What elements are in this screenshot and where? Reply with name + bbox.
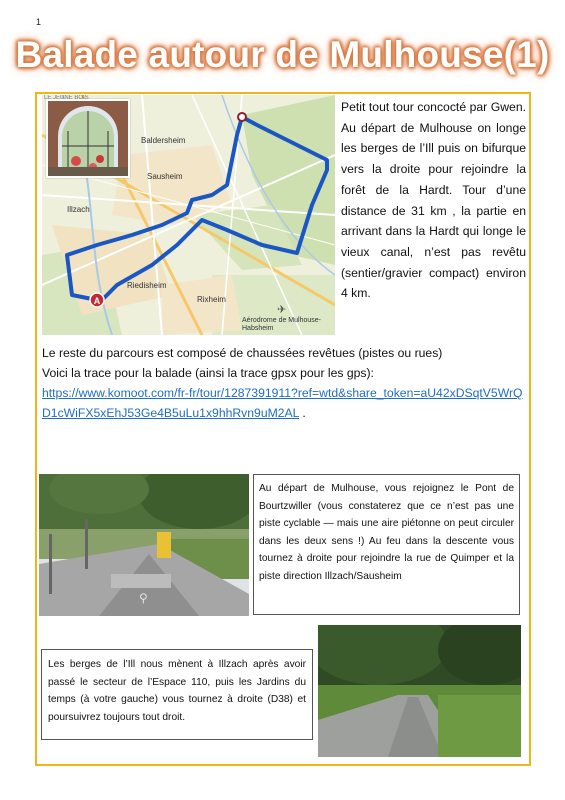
intro-paragraph: Petit tout tour concocté par Gwen. Au départ de Mulhouse on longe les berges de l’Ill puis on bifurque vers la droite pour rejoindre la forêt de la Hardt. Tour d’une distance de 31 km , la partie en arrivant dans la Hardt qui longe le vieux canal, n’est pas revêtu (sentier/gravier compact) environ 4 km. <box>341 100 526 301</box>
map-label-illzach: Illzach <box>67 205 90 214</box>
route-map[interactable] <box>42 95 335 335</box>
map-corner-label: LE JEUNE BOIS <box>44 95 89 101</box>
link-trailing-text: . <box>299 406 306 420</box>
start-marker-label: A <box>93 296 101 306</box>
garden-gate-photo <box>46 99 130 178</box>
box-bourtzwiller-text: Au départ de Mulhouse, vous rejoignez le Pont de Bourtzwiller (vous constaterez que ce n’est pas une piste cyclable — mais une aire piétonne on peut circuler dans les deux sens !) Au feu dans la descente vous tournez à droite pour rejoindre la rue de Quimper et la piste direction Illzach/Sausheim <box>253 474 520 615</box>
svg-text:⚲: ⚲ <box>139 591 148 605</box>
bridge-path-photo <box>39 474 249 616</box>
box-illzach-text: Les berges de l’Ill nous mènent à Illzach après avoir passé le secteur de l’Espace 110, puis les Jardins du temps (à votre gauche) vous tournez à droite (D38) et poursuivrez toujours tout droit. <box>41 649 313 740</box>
map-label-aerodrome: Aérodrome de Mulhouse-Habsheim <box>242 317 321 332</box>
map-label-sausheim: Sausheim <box>147 172 183 181</box>
map-label-riedisheim: Riedisheim <box>127 281 167 290</box>
map-label-rixheim: Rixheim <box>197 295 226 304</box>
komoot-link[interactable]: https://www.komoot.com/fr-fr/tour/1287391911?ref=wtd&share_token=aU42xDSqtV5WrQD1cWiFX5xEhJ53Ge4B5uLu1x9hhRvn9uM2AL <box>42 386 523 420</box>
route-track-line: Voici la trace pour la balade (ainsi la trace gpsx pour les gps): <box>42 366 374 380</box>
riverside-path-photo <box>318 625 521 757</box>
map-label-baldersheim: Baldersheim <box>141 136 186 145</box>
route-description <box>42 343 528 423</box>
plane-icon: ✈ <box>277 304 287 316</box>
end-marker <box>238 113 246 121</box>
page-number: 1 <box>36 17 42 27</box>
page-title: Balade autour de Mulhouse(1) <box>15 34 550 75</box>
route-surface-line: Le reste du parcours est composé de chaussées revêtues (pistes ou rues) <box>42 346 443 360</box>
